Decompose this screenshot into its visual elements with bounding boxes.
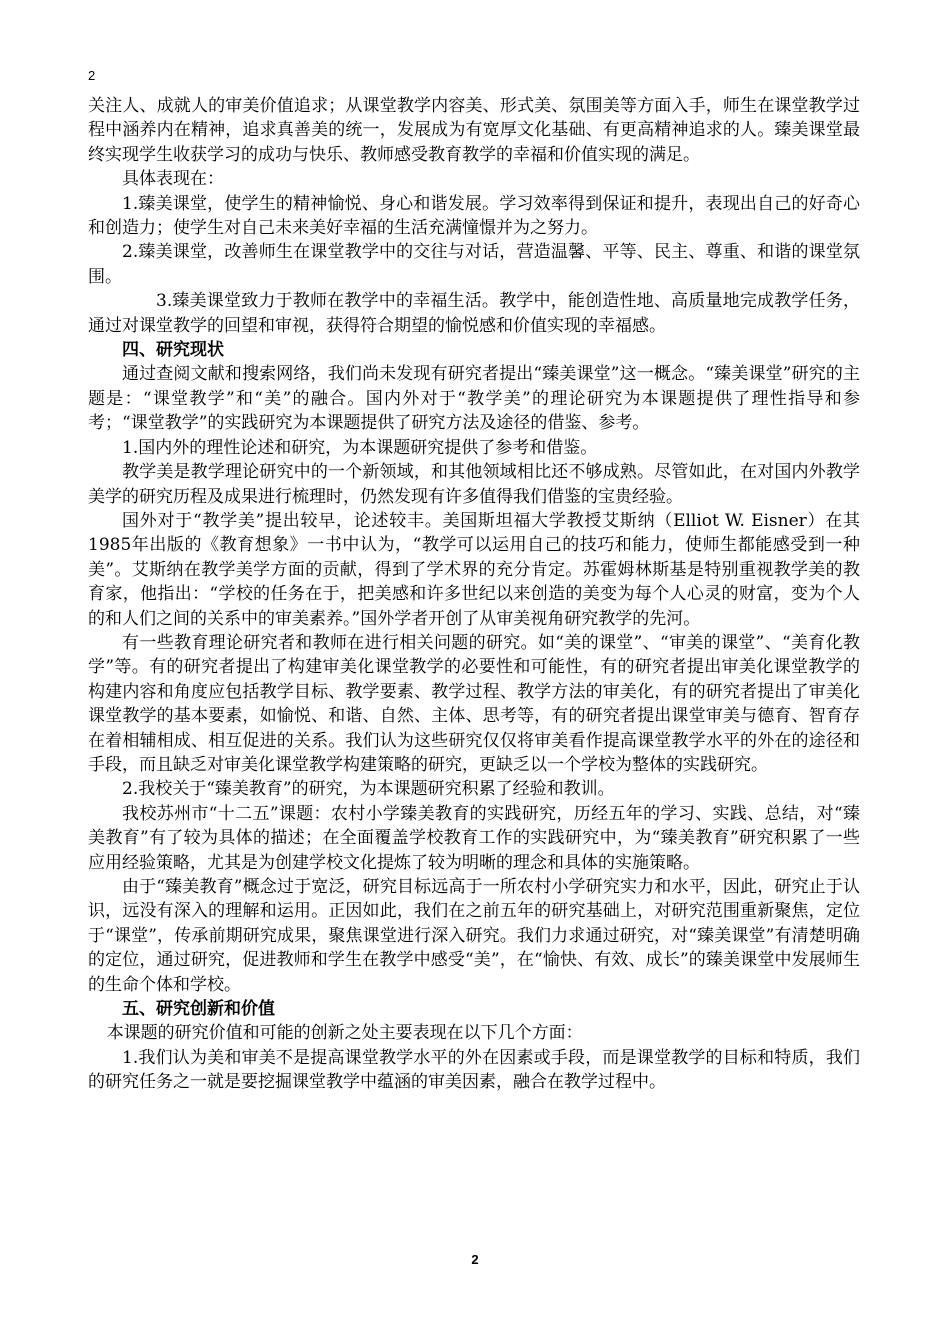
- page-number-top: 2: [88, 68, 96, 83]
- list-item: 1.我们认为美和审美不是提高课堂教学水平的外在因素或手段，而是课堂教学的目标和特质，我们的研究任务之一就是要挖掘课堂教学中蕴涵的审美因素，融合在教学过程中。: [88, 1047, 860, 1093]
- section-heading: 四、研究现状: [122, 340, 224, 361]
- list-item: 1.国内外的理性论述和研究，为本课题研究提供了参考和借鉴。: [122, 437, 598, 458]
- paragraph: 本课题的研究价值和可能的创新之处主要表现在以下几个方面：: [106, 1023, 583, 1044]
- list-item: 2.臻美课堂，改善师生在课堂教学中的交往与对话，营造温馨、平等、民主、尊重、和谐的课堂氛围。: [88, 242, 860, 287]
- paragraph: 关注人、成就人的审美价值追求；从课堂教学内容美、形式美、氛围美等方面入手，师生在课堂教学过程中涵养内在精神，追求真善美的统一，发展成为有宽厚文化基础、有更高精神追求的人。臻美课堂最终实现学生收获学习的成功与快乐、教师感受教育教学的幸福和价值实现的满足。: [88, 96, 860, 165]
- paragraph: 通过查阅文献和搜索网络，我们尚未发现有研究者提出“臻美课堂”这一概念。“臻美课堂”研究的主题是：“课堂教学”和“美”的融合。国内外对于“教学美”的理论研究为本课题提供了理性指导和参考；“课堂教学”的实践研究为本课题提供了研究方法及途径的借鉴、参考。: [88, 364, 860, 434]
- list-item: 2.我校关于“臻美教育”的研究，为本课题研究积累了经验和教训。: [122, 779, 615, 800]
- paragraph: 教学美是教学理论研究中的一个新领域，和其他领域相比还不够成熟。尽管如此，在对国内外教学美学的研究历程及成果进行梳理时，仍然发现有许多值得我们借鉴的宝贵经验。: [88, 462, 860, 507]
- list-item: 3.臻美课堂致力于教师在教学中的幸福生活。教学中，能创造性地、高质量地完成教学任务，通过对课堂教学的回望和审视，获得符合期望的愉悦感和价值实现的幸福感。: [88, 291, 860, 336]
- paragraph: 由于“臻美教育”概念过于宽泛，研究目标远高于一所农村小学研究实力和水平，因此，研究止于认识，远没有深入的理解和运用。正因如此，我们在之前五年的研究基础上，对研究范围重新聚焦，定位于“课堂”，传承前期研究成果，聚焦课堂进行深入研究。我们力求通过研究，对“臻美课堂”有清楚明确的定位，通过研究，促进教师和学生在教学中感受“美”，在“愉快、有效、成长”的臻美课堂中发展师生的生命个体和学校。: [88, 877, 860, 995]
- section-heading: 五、研究创新和价值: [122, 999, 275, 1020]
- list-item: 1.臻美课堂，使学生的精神愉悦、身心和谐发展。学习效率得到保证和提升，表现出自己的好奇心和创造力；使学生对自己未来美好幸福的生活充满憧憬并为之努力。: [88, 193, 860, 239]
- paragraph: 我校苏州市“十二五”课题：农村小学臻美教育的实践研究，历经五年的学习、实践、总结，对“臻美教育”有了较为具体的描述；在全面覆盖学校教育工作的实践研究中，为“臻美教育”研究积累了一些应用经验策略，尤其是为创建学校文化提炼了较为明晰的理念和具体的实施策略。: [88, 803, 860, 873]
- paragraph: 国外对于“教学美”提出较早，论述较丰。美国斯坦福大学教授艾斯纳（Elliot W. Eisner）在其1985年出版的《教育想象》一书中认为，“教学可以运用自己的技巧和能力，使师生都能感受到一种美”。艾斯纳在教学美学方面的贡献，得到了学术界的充分肯定。苏霍姆林斯基是特别重视教学美的教育家，他指出：“学校的任务在于，把美感和许多世纪以来创造的美变为每个人心灵的财富，变为个人的和人们之间的关系中的审美素养。”国外学者开创了从审美视角研究教学的先河。: [88, 510, 860, 629]
- paragraph: 有一些教育理论研究者和教师在进行相关问题的研究。如“美的课堂”、“审美的课堂”、“美育化教学”等。有的研究者提出了构建审美化课堂教学的必要性和可能性，有的研究者提出审美化课堂教学的构建内容和角度应包括教学目标、教学要素、教学过程、教学方法的审美化，有的研究者提出了审美化课堂教学的基本要素，如愉悦、和谐、自然、主体、思考等，有的研究者提出课堂审美与德育、智育存在着相辅相成、相互促进的关系。我们认为这些研究仅仅将审美看作提高课堂教学水平的外在的途径和手段，而且缺乏对审美化课堂教学构建策略的研究，更缺乏以一个学校为整体的实践研究。: [88, 632, 860, 775]
- paragraph: 具体表现在：: [122, 169, 224, 190]
- document-body: [88, 94, 860, 1095]
- page-number-bottom: 2: [471, 1252, 479, 1267]
